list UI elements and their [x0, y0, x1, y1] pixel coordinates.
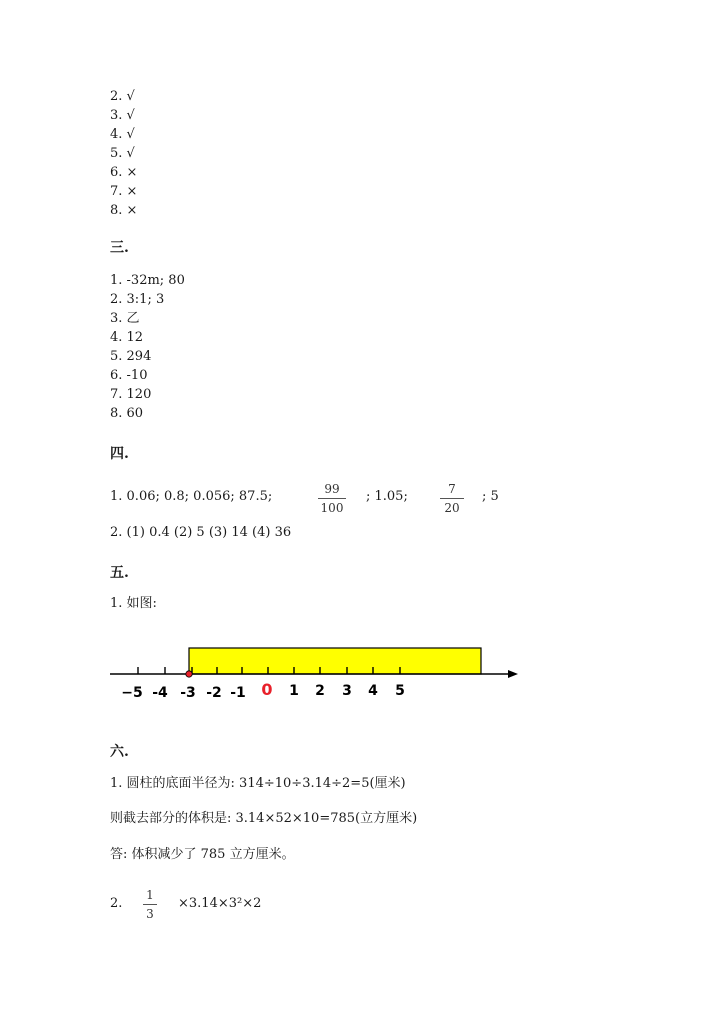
section-five-heading: 五.: [110, 565, 129, 581]
answer-line: 6. ×: [110, 165, 138, 180]
fraction-numerator: 99: [324, 482, 340, 496]
fraction-bar: [143, 904, 157, 905]
answer-line: 7. ×: [110, 184, 138, 199]
fraction-denominator: 3: [146, 907, 154, 921]
tick-label: -3: [180, 685, 196, 701]
answer-line: 6. -10: [110, 368, 148, 383]
q2-line: 2. (1) 0.4 (2) 5 (3) 14 (4) 36: [110, 525, 292, 540]
number-line-figure: [108, 640, 528, 710]
tick-label: 2: [315, 683, 325, 699]
fraction-denominator: 100: [320, 501, 344, 515]
tick-label-zero: 0: [261, 680, 273, 699]
tick-label: 5: [395, 683, 405, 699]
answer-line: 3. √: [110, 108, 135, 123]
answer-line: 2. √: [110, 89, 135, 104]
q2-suffix: ×3.14×3²×2: [178, 896, 262, 911]
highlight-bar: [189, 648, 481, 674]
q1-prefix: 1. 0.06; 0.8; 0.056; 87.5;: [110, 489, 273, 504]
answer-line: 4. 12: [110, 330, 144, 345]
section-three-heading: 三.: [110, 240, 129, 256]
answer-line: 4. √: [110, 127, 135, 142]
answer-line: 5. √: [110, 146, 135, 161]
solution-line: 1. 圆柱的底面半径为: 314÷10÷3.14÷2=5(厘米): [110, 776, 406, 791]
q1-suffix: ; 5: [482, 489, 499, 504]
fraction-1-3: [143, 888, 157, 921]
tick-label: 1: [289, 683, 299, 699]
tick-label: -4: [152, 685, 168, 701]
fraction-numerator: 7: [448, 482, 456, 496]
tick-label: -2: [206, 685, 222, 701]
answer-line: 8. ×: [110, 203, 138, 218]
fraction-denominator: 20: [444, 501, 460, 515]
fraction-numerator: 1: [146, 888, 154, 902]
fraction-7-20: [440, 482, 464, 515]
answer-line: 答: 体积减少了 785 立方厘米。: [110, 847, 295, 862]
tick-label: -1: [230, 685, 246, 701]
fraction-99-100: [318, 482, 346, 515]
answer-line: 7. 120: [110, 387, 152, 402]
tick-label: −5: [121, 685, 143, 701]
answer-line: 8. 60: [110, 406, 144, 421]
q1-line: 1. 如图:: [110, 596, 157, 611]
q2-prefix: 2.: [110, 896, 123, 911]
tick-label: 4: [368, 683, 378, 699]
start-point: [186, 671, 192, 677]
section-six-heading: 六.: [110, 744, 129, 760]
answer-line: 1. -32m; 80: [110, 273, 185, 288]
axis-arrow-icon: [508, 670, 518, 678]
q1-mid: ; 1.05;: [366, 489, 408, 504]
solution-line: 则截去部分的体积是: 3.14×52×10=785(立方厘米): [110, 811, 418, 826]
fraction-bar: [440, 498, 464, 499]
tick-label: 3: [342, 683, 352, 699]
answer-line: 5. 294: [110, 349, 152, 364]
answer-line: 2. 3:1; 3: [110, 292, 165, 307]
answer-line: 3. 乙: [110, 311, 140, 326]
fraction-bar: [318, 498, 346, 499]
section-four-heading: 四.: [110, 446, 129, 462]
